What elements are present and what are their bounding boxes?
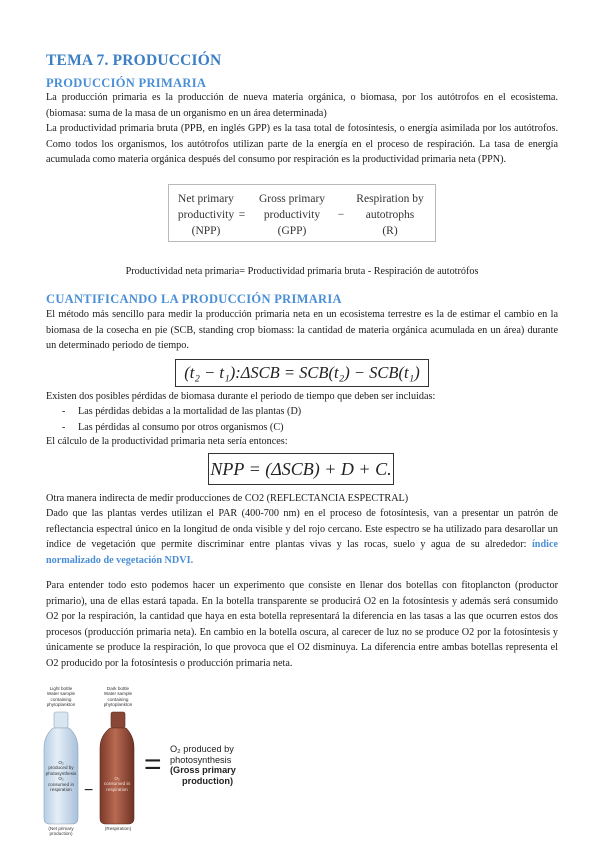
figure-label-line: produced by <box>48 765 74 771</box>
figure-label-line: phytoplankton <box>46 702 76 708</box>
figure-label-line: O₂ <box>58 776 64 782</box>
figure-label-line: production) <box>49 831 73 837</box>
figure-label-line: consumed in <box>47 781 75 787</box>
figure-label-line: O₂ <box>114 776 120 781</box>
light-bottle-caption <box>40 826 82 837</box>
losses-list <box>46 404 558 435</box>
figure-label-line: phytoplankton <box>103 702 133 708</box>
figure-label-line: Water sample <box>103 691 133 697</box>
dark-bottle-inside <box>100 776 134 792</box>
paragraph-reflectancia-title: Otra manera indirecta de medir producciones de CO2 (REFLECTANCIA ESPECTRAL) <box>46 493 409 504</box>
formula-term: Respiration by <box>356 193 424 205</box>
formula-term: (R) <box>382 225 398 237</box>
formula-equals: = <box>238 209 246 221</box>
formula-npp-mid <box>251 191 333 239</box>
formula-term: autotrophs <box>365 209 415 221</box>
list-item <box>46 420 558 436</box>
figure-label-line: (Gross primary <box>170 765 236 775</box>
ndvi-link[interactable]: índice normalizado de vegetación NDVI. <box>46 539 558 566</box>
figure-label-line: Light bottle <box>49 686 73 691</box>
paragraph-perdidas: Existen dos posibles pérdidas de biomasa durante el periodo de tiempo que deben ser incluidas: <box>46 391 436 402</box>
section-heading-cuantificando: CUANTIFICANDO LA PRODUCCIÓN PRIMARIA <box>46 292 342 306</box>
paragraph-reflectancia <box>46 506 558 568</box>
formula-term: productivity <box>177 209 235 221</box>
figure-label-line: containing <box>107 696 129 702</box>
light-bottle-inside <box>44 760 78 792</box>
page-title: TEMA 7. PRODUCCIÓN <box>46 52 222 69</box>
formula-caption: Productividad neta primaria= Productividad primaria bruta - Respiración de autotrófos <box>125 266 479 277</box>
bottles-figure <box>40 686 300 836</box>
figure-label-line: (Net primary <box>48 826 74 831</box>
figure-label-line: photosynthesis <box>170 754 232 765</box>
formula-npp-box <box>168 184 436 242</box>
equals-sign: = <box>144 748 162 781</box>
list-item-text: Las pérdidas debidas a la mortalidad de las plantas (D) <box>78 406 302 417</box>
formula-term: (GPP) <box>277 225 307 237</box>
section-heading-produccion-primaria: PRODUCCIÓN PRIMARIA <box>46 76 207 90</box>
figure-label-line: consumed in <box>103 781 131 787</box>
formula-minus: − <box>337 209 345 221</box>
figure-label-line: production) <box>182 775 234 786</box>
figure-label-line: respiration <box>50 787 72 793</box>
dark-bottle-caption <box>96 826 140 831</box>
result-label <box>170 744 236 786</box>
figure-label-line: O₂ <box>58 760 64 765</box>
paragraph-definicion-produccion: La producción primaria es la producción de nueva materia orgánica, o biomasa, por los autótrofos en el ecosistema. (biomasa: suma de la masa de un organismo en un área determinada) <box>46 92 558 119</box>
paragraph-calculo-npp: El cálculo de la productividad primaria neta sería entonces: <box>46 436 288 447</box>
formula-npp-rhs <box>349 191 431 239</box>
formula-scb-box: (t₂ − t₁):ΔSCB = SCB(t₂) − SCB(t₁) <box>175 359 429 387</box>
figure-label-line: photosynthesis <box>45 770 77 776</box>
formula-term: productivity <box>263 209 321 221</box>
minus-sign: − <box>84 782 94 799</box>
paragraph-productividad-bruta: La productividad primaria bruta (PPB, en inglés GPP) es la tasa total de fotosíntesis, o energía asimilada por los autótrofos. Como todos los organismos, los autótrofos utilizan parte de la energía en el proceso de respiración. La tasa de energía acumulada como materia orgánica después del consumo por respiración es la productividad primaria neta (PPN). <box>46 123 558 166</box>
list-dash: - <box>62 406 66 417</box>
dark-bottle <box>100 712 134 824</box>
figure-label-line: O₂ produced by <box>170 744 234 754</box>
figure-label-line: (Respiration) <box>104 826 132 831</box>
formula-term: (NPP) <box>191 225 221 237</box>
formula-term: Gross primary <box>258 193 326 205</box>
list-item-text: Las pérdidas al consumo por otros organismos (C) <box>78 421 284 433</box>
formula-npp-lhs <box>175 191 237 239</box>
list-item <box>46 404 558 420</box>
paragraph-experimento: Para entender todo esto podemos hacer un experimento que consiste en llenar dos botellas con fitoplancton (productor primario), una de ellas estará tapada. En la botella transparente se producirá O2 en la fotosíntesis y además será consumido O2 por la respiración, la cantidad que haya en esta botella representará la diferencia en las tasas a las que ocurren estos dos procesos (producción primaria neta). En cambio en la botella oscura, al carecer de luz no se produce O2 por la fotosíntesis y únicamente se produce la respiración, lo que provoca que el O2 disminuya. La diferencia entre ambas botellas representa el O2 producido por la fotosíntesis o producción primaria neta. <box>46 580 558 669</box>
paragraph-metodo-sencillo: El método más sencillo para medir la producción primaria neta en un ecosistema terrestre es la de estimar el cambio en la biomasa de la cosecha en pie (SCB, standing crop biomass: la cantidad de materia orgánica acumulada en un área) durante un determinado periodo de tiempo. <box>46 309 558 352</box>
figure-label-line: Water sample <box>46 691 76 697</box>
reflectancia-text: Dado que las plantas verdes utilizan el PAR (400-700 nm) en el proceso de fotosíntesis, van a presentar un patrón de reflectancia espectral único en la longitud de onda visible y del rojo cercano. Este espectro se ha utilizado para desarollar un índice de vegetación que permite discriminar entre plantas vivas y las rocas, suelo y agua de su alrededor: <box>46 508 558 551</box>
figure-label-line: containing <box>50 696 72 702</box>
formula-term: Net primary <box>178 193 234 205</box>
figure-label-line: Dark bottle <box>106 686 130 691</box>
figure-label-line: respiration <box>106 786 128 792</box>
list-dash: - <box>62 421 66 433</box>
formula-npp-sum-box: NPP = (ΔSCB) + D + C. <box>208 453 394 485</box>
